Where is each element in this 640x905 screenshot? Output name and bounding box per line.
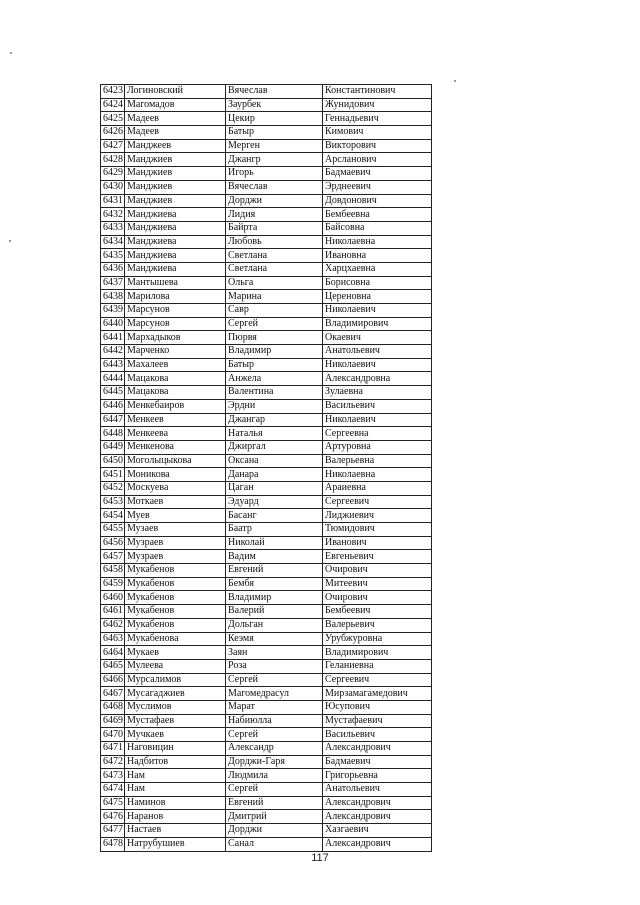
table-row	[101, 180, 432, 194]
row-number-cell: 6459	[101, 577, 125, 591]
patronymic-cell: Мустафаевич	[323, 714, 432, 728]
patronymic-cell: Байсовна	[323, 221, 432, 235]
table-row	[101, 605, 432, 619]
last-name-cell: Манджиева	[125, 208, 226, 222]
first-name-cell: Кеэмя	[226, 632, 323, 646]
last-name-cell: Настаев	[125, 824, 226, 838]
first-name-cell: Эдуард	[226, 495, 323, 509]
table-row	[101, 153, 432, 167]
patronymic-cell: Геннадьевич	[323, 112, 432, 126]
first-name-cell: Любовь	[226, 235, 323, 249]
patronymic-cell: Довдонович	[323, 194, 432, 208]
last-name-cell: Мустафаев	[125, 714, 226, 728]
table-row	[101, 235, 432, 249]
first-name-cell: Дольган	[226, 618, 323, 632]
row-number-cell: 6474	[101, 783, 125, 797]
first-name-cell: Заян	[226, 646, 323, 660]
last-name-cell: Мукабенов	[125, 618, 226, 632]
patronymic-cell: Бембеевна	[323, 208, 432, 222]
last-name-cell: Менкеев	[125, 413, 226, 427]
table-row	[101, 167, 432, 181]
patronymic-cell: Александрович	[323, 796, 432, 810]
patronymic-cell: Арсланович	[323, 153, 432, 167]
first-name-cell: Дорджи	[226, 824, 323, 838]
first-name-cell: Ольга	[226, 276, 323, 290]
first-name-cell: Светлана	[226, 262, 323, 276]
last-name-cell: Марилова	[125, 290, 226, 304]
table-row	[101, 769, 432, 783]
table-row	[101, 194, 432, 208]
table-row	[101, 290, 432, 304]
scan-speck	[9, 240, 11, 242]
last-name-cell: Музаев	[125, 523, 226, 537]
last-name-cell: Мукаев	[125, 646, 226, 660]
row-number-cell: 6430	[101, 180, 125, 194]
roster-table	[100, 84, 432, 852]
patronymic-cell: Александрович	[323, 810, 432, 824]
table-row	[101, 331, 432, 345]
scan-speck	[454, 80, 456, 82]
table-row	[101, 659, 432, 673]
first-name-cell: Джиргал	[226, 440, 323, 454]
last-name-cell: Мантышева	[125, 276, 226, 290]
last-name-cell: Мукабенов	[125, 605, 226, 619]
table-row	[101, 509, 432, 523]
last-name-cell: Москуева	[125, 481, 226, 495]
last-name-cell: Муев	[125, 509, 226, 523]
patronymic-cell: Урубжуровна	[323, 632, 432, 646]
first-name-cell: Данара	[226, 468, 323, 482]
row-number-cell: 6426	[101, 126, 125, 140]
row-number-cell: 6458	[101, 564, 125, 578]
row-number-cell: 6441	[101, 331, 125, 345]
first-name-cell: Роза	[226, 659, 323, 673]
last-name-cell: Манджиев	[125, 180, 226, 194]
table-row	[101, 837, 432, 851]
patronymic-cell: Тюмидович	[323, 523, 432, 537]
last-name-cell: Мархадыков	[125, 331, 226, 345]
table-row	[101, 577, 432, 591]
first-name-cell: Анжела	[226, 372, 323, 386]
first-name-cell: Валентина	[226, 386, 323, 400]
first-name-cell: Заурбек	[226, 98, 323, 112]
row-number-cell: 6468	[101, 700, 125, 714]
last-name-cell: Мурсалимов	[125, 673, 226, 687]
patronymic-cell: Мирзамагамедович	[323, 687, 432, 701]
last-name-cell: Манджеев	[125, 139, 226, 153]
first-name-cell: Дорджи	[226, 194, 323, 208]
table-row	[101, 221, 432, 235]
first-name-cell: Цекир	[226, 112, 323, 126]
patronymic-cell: Зулаевна	[323, 386, 432, 400]
table-row	[101, 550, 432, 564]
first-name-cell: Батыр	[226, 358, 323, 372]
patronymic-cell: Бадмаевич	[323, 755, 432, 769]
last-name-cell: Мукабенов	[125, 577, 226, 591]
row-number-cell: 6427	[101, 139, 125, 153]
scan-speck	[10, 52, 12, 54]
first-name-cell: Савр	[226, 304, 323, 318]
first-name-cell: Людмила	[226, 769, 323, 783]
row-number-cell: 6457	[101, 550, 125, 564]
patronymic-cell: Юсупович	[323, 700, 432, 714]
table-row	[101, 700, 432, 714]
row-number-cell: 6449	[101, 440, 125, 454]
first-name-cell: Сергей	[226, 673, 323, 687]
first-name-cell: Лидия	[226, 208, 323, 222]
patronymic-cell: Артуровна	[323, 440, 432, 454]
table-row	[101, 85, 432, 99]
last-name-cell: Музраев	[125, 536, 226, 550]
last-name-cell: Мукабенов	[125, 564, 226, 578]
row-number-cell: 6446	[101, 399, 125, 413]
row-number-cell: 6466	[101, 673, 125, 687]
first-name-cell: Байрта	[226, 221, 323, 235]
first-name-cell: Валерий	[226, 605, 323, 619]
row-number-cell: 6452	[101, 481, 125, 495]
last-name-cell: Нам	[125, 783, 226, 797]
last-name-cell: Натрубушиев	[125, 837, 226, 851]
row-number-cell: 6425	[101, 112, 125, 126]
table-row	[101, 687, 432, 701]
first-name-cell: Джангар	[226, 413, 323, 427]
row-number-cell: 6469	[101, 714, 125, 728]
last-name-cell: Надбитов	[125, 755, 226, 769]
first-name-cell: Цаган	[226, 481, 323, 495]
patronymic-cell: Николаевич	[323, 358, 432, 372]
patronymic-cell: Очирович	[323, 564, 432, 578]
row-number-cell: 6473	[101, 769, 125, 783]
row-number-cell: 6455	[101, 523, 125, 537]
table-row	[101, 481, 432, 495]
row-number-cell: 6475	[101, 796, 125, 810]
table-row	[101, 783, 432, 797]
last-name-cell: Менкебаиров	[125, 399, 226, 413]
last-name-cell: Мулеева	[125, 659, 226, 673]
row-number-cell: 6431	[101, 194, 125, 208]
row-number-cell: 6453	[101, 495, 125, 509]
row-number-cell: 6465	[101, 659, 125, 673]
first-name-cell: Игорь	[226, 167, 323, 181]
row-number-cell: 6445	[101, 386, 125, 400]
table-row	[101, 440, 432, 454]
first-name-cell: Дорджи-Гаря	[226, 755, 323, 769]
first-name-cell: Владимир	[226, 345, 323, 359]
table-row	[101, 742, 432, 756]
row-number-cell: 6433	[101, 221, 125, 235]
first-name-cell: Вадим	[226, 550, 323, 564]
row-number-cell: 6462	[101, 618, 125, 632]
row-number-cell: 6440	[101, 317, 125, 331]
table-row	[101, 591, 432, 605]
row-number-cell: 6456	[101, 536, 125, 550]
table-row	[101, 618, 432, 632]
patronymic-cell: Жунидович	[323, 98, 432, 112]
table-row	[101, 495, 432, 509]
last-name-cell: Манджиев	[125, 153, 226, 167]
table-row	[101, 468, 432, 482]
table-row	[101, 810, 432, 824]
patronymic-cell: Васильевич	[323, 728, 432, 742]
last-name-cell: Мадеев	[125, 126, 226, 140]
row-number-cell: 6450	[101, 454, 125, 468]
patronymic-cell: Лиджиевич	[323, 509, 432, 523]
patronymic-cell: Анатольевич	[323, 345, 432, 359]
row-number-cell: 6471	[101, 742, 125, 756]
first-name-cell: Николай	[226, 536, 323, 550]
row-number-cell: 6477	[101, 824, 125, 838]
table-row	[101, 386, 432, 400]
first-name-cell: Сергей	[226, 728, 323, 742]
table-row	[101, 673, 432, 687]
first-name-cell: Баатр	[226, 523, 323, 537]
patronymic-cell: Окаевич	[323, 331, 432, 345]
patronymic-cell: Александрович	[323, 837, 432, 851]
patronymic-cell: Бембеевич	[323, 605, 432, 619]
row-number-cell: 6423	[101, 85, 125, 99]
last-name-cell: Манджиева	[125, 235, 226, 249]
table-row	[101, 427, 432, 441]
patronymic-cell: Эрднеевич	[323, 180, 432, 194]
last-name-cell: Марсунов	[125, 317, 226, 331]
first-name-cell: Санал	[226, 837, 323, 851]
last-name-cell: Мукабенов	[125, 591, 226, 605]
last-name-cell: Менкеева	[125, 427, 226, 441]
patronymic-cell: Сергеевич	[323, 495, 432, 509]
patronymic-cell: Александрович	[323, 742, 432, 756]
last-name-cell: Мусагаджиев	[125, 687, 226, 701]
table-row	[101, 98, 432, 112]
table-row	[101, 728, 432, 742]
row-number-cell: 6461	[101, 605, 125, 619]
patronymic-cell: Геланиевна	[323, 659, 432, 673]
patronymic-cell: Митеевич	[323, 577, 432, 591]
table-row	[101, 632, 432, 646]
patronymic-cell: Николаевна	[323, 468, 432, 482]
first-name-cell: Евгений	[226, 564, 323, 578]
last-name-cell: Муслимов	[125, 700, 226, 714]
first-name-cell: Пюрвя	[226, 331, 323, 345]
first-name-cell: Эрдни	[226, 399, 323, 413]
first-name-cell: Александр	[226, 742, 323, 756]
table-row	[101, 646, 432, 660]
last-name-cell: Манджиева	[125, 262, 226, 276]
last-name-cell: Менкенова	[125, 440, 226, 454]
first-name-cell: Владимир	[226, 591, 323, 605]
page-number: 117	[311, 852, 329, 864]
row-number-cell: 6464	[101, 646, 125, 660]
table-row	[101, 112, 432, 126]
last-name-cell: Музраев	[125, 550, 226, 564]
first-name-cell: Марат	[226, 700, 323, 714]
table-row	[101, 536, 432, 550]
patronymic-cell: Васильевич	[323, 399, 432, 413]
table-row	[101, 139, 432, 153]
row-number-cell: 6439	[101, 304, 125, 318]
last-name-cell: Марсунов	[125, 304, 226, 318]
patronymic-cell: Викторович	[323, 139, 432, 153]
patronymic-cell: Николаевич	[323, 304, 432, 318]
row-number-cell: 6470	[101, 728, 125, 742]
row-number-cell: 6467	[101, 687, 125, 701]
table-row	[101, 564, 432, 578]
last-name-cell: Манджиева	[125, 221, 226, 235]
roster-body	[101, 85, 432, 852]
patronymic-cell: Николаевна	[323, 235, 432, 249]
row-number-cell: 6478	[101, 837, 125, 851]
table-row	[101, 413, 432, 427]
last-name-cell: Мацакова	[125, 386, 226, 400]
first-name-cell: Бембя	[226, 577, 323, 591]
first-name-cell: Вячеслав	[226, 85, 323, 99]
row-number-cell: 6463	[101, 632, 125, 646]
table-row	[101, 208, 432, 222]
last-name-cell: Мадеев	[125, 112, 226, 126]
patronymic-cell: Борисовна	[323, 276, 432, 290]
patronymic-cell: Араиевна	[323, 481, 432, 495]
last-name-cell: Моткаев	[125, 495, 226, 509]
first-name-cell: Мерген	[226, 139, 323, 153]
table-row	[101, 358, 432, 372]
table-row	[101, 523, 432, 537]
row-number-cell: 6451	[101, 468, 125, 482]
row-number-cell: 6432	[101, 208, 125, 222]
row-number-cell: 6434	[101, 235, 125, 249]
last-name-cell: Манджиева	[125, 249, 226, 263]
patronymic-cell: Григорьевна	[323, 769, 432, 783]
patronymic-cell: Сергеевич	[323, 673, 432, 687]
first-name-cell: Вячеслав	[226, 180, 323, 194]
last-name-cell: Марченко	[125, 345, 226, 359]
last-name-cell: Мацакова	[125, 372, 226, 386]
patronymic-cell: Иванович	[323, 536, 432, 550]
table-row	[101, 399, 432, 413]
table-row	[101, 824, 432, 838]
table-row	[101, 317, 432, 331]
last-name-cell: Наговицин	[125, 742, 226, 756]
last-name-cell: Манджиев	[125, 194, 226, 208]
row-number-cell: 6454	[101, 509, 125, 523]
patronymic-cell: Сергеевна	[323, 427, 432, 441]
first-name-cell: Сергей	[226, 317, 323, 331]
patronymic-cell: Валерьевич	[323, 618, 432, 632]
patronymic-cell: Евгеньевич	[323, 550, 432, 564]
row-number-cell: 6476	[101, 810, 125, 824]
row-number-cell: 6472	[101, 755, 125, 769]
first-name-cell: Евгений	[226, 796, 323, 810]
row-number-cell: 6436	[101, 262, 125, 276]
last-name-cell: Нам	[125, 769, 226, 783]
patronymic-cell: Николаевич	[323, 413, 432, 427]
row-number-cell: 6442	[101, 345, 125, 359]
row-number-cell: 6444	[101, 372, 125, 386]
last-name-cell: Наранов	[125, 810, 226, 824]
row-number-cell: 6424	[101, 98, 125, 112]
table-row	[101, 345, 432, 359]
table-row	[101, 714, 432, 728]
table-row	[101, 454, 432, 468]
table-row	[101, 126, 432, 140]
last-name-cell: Моголыцыкова	[125, 454, 226, 468]
row-number-cell: 6435	[101, 249, 125, 263]
first-name-cell: Марина	[226, 290, 323, 304]
first-name-cell: Наталья	[226, 427, 323, 441]
last-name-cell: Моникова	[125, 468, 226, 482]
first-name-cell: Магомедрасул	[226, 687, 323, 701]
patronymic-cell: Харцхаевна	[323, 262, 432, 276]
patronymic-cell: Владимирович	[323, 317, 432, 331]
row-number-cell: 6448	[101, 427, 125, 441]
last-name-cell: Махалеев	[125, 358, 226, 372]
patronymic-cell: Валерьевна	[323, 454, 432, 468]
row-number-cell: 6437	[101, 276, 125, 290]
patronymic-cell: Александровна	[323, 372, 432, 386]
last-name-cell: Мукабенова	[125, 632, 226, 646]
first-name-cell: Басанг	[226, 509, 323, 523]
last-name-cell: Мучкаев	[125, 728, 226, 742]
table-row	[101, 372, 432, 386]
first-name-cell: Батыр	[226, 126, 323, 140]
patronymic-cell: Анатольевич	[323, 783, 432, 797]
patronymic-cell: Кимович	[323, 126, 432, 140]
last-name-cell: Магомадов	[125, 98, 226, 112]
first-name-cell: Светлана	[226, 249, 323, 263]
first-name-cell: Оксана	[226, 454, 323, 468]
table-row	[101, 249, 432, 263]
patronymic-cell: Очирович	[323, 591, 432, 605]
patronymic-cell: Цереновна	[323, 290, 432, 304]
first-name-cell: Сергей	[226, 783, 323, 797]
row-number-cell: 6447	[101, 413, 125, 427]
patronymic-cell: Константинович	[323, 85, 432, 99]
table-row	[101, 755, 432, 769]
row-number-cell: 6428	[101, 153, 125, 167]
table-row	[101, 276, 432, 290]
last-name-cell: Логиновский	[125, 85, 226, 99]
table-row	[101, 262, 432, 276]
table-row	[101, 796, 432, 810]
first-name-cell: Джангр	[226, 153, 323, 167]
patronymic-cell: Бадмаевич	[323, 167, 432, 181]
row-number-cell: 6460	[101, 591, 125, 605]
last-name-cell: Манджиев	[125, 167, 226, 181]
first-name-cell: Набиюлла	[226, 714, 323, 728]
patronymic-cell: Хазгаевич	[323, 824, 432, 838]
first-name-cell: Дмитрий	[226, 810, 323, 824]
last-name-cell: Наминов	[125, 796, 226, 810]
patronymic-cell: Ивановна	[323, 249, 432, 263]
row-number-cell: 6438	[101, 290, 125, 304]
row-number-cell: 6443	[101, 358, 125, 372]
row-number-cell: 6429	[101, 167, 125, 181]
patronymic-cell: Владимирович	[323, 646, 432, 660]
table-row	[101, 304, 432, 318]
